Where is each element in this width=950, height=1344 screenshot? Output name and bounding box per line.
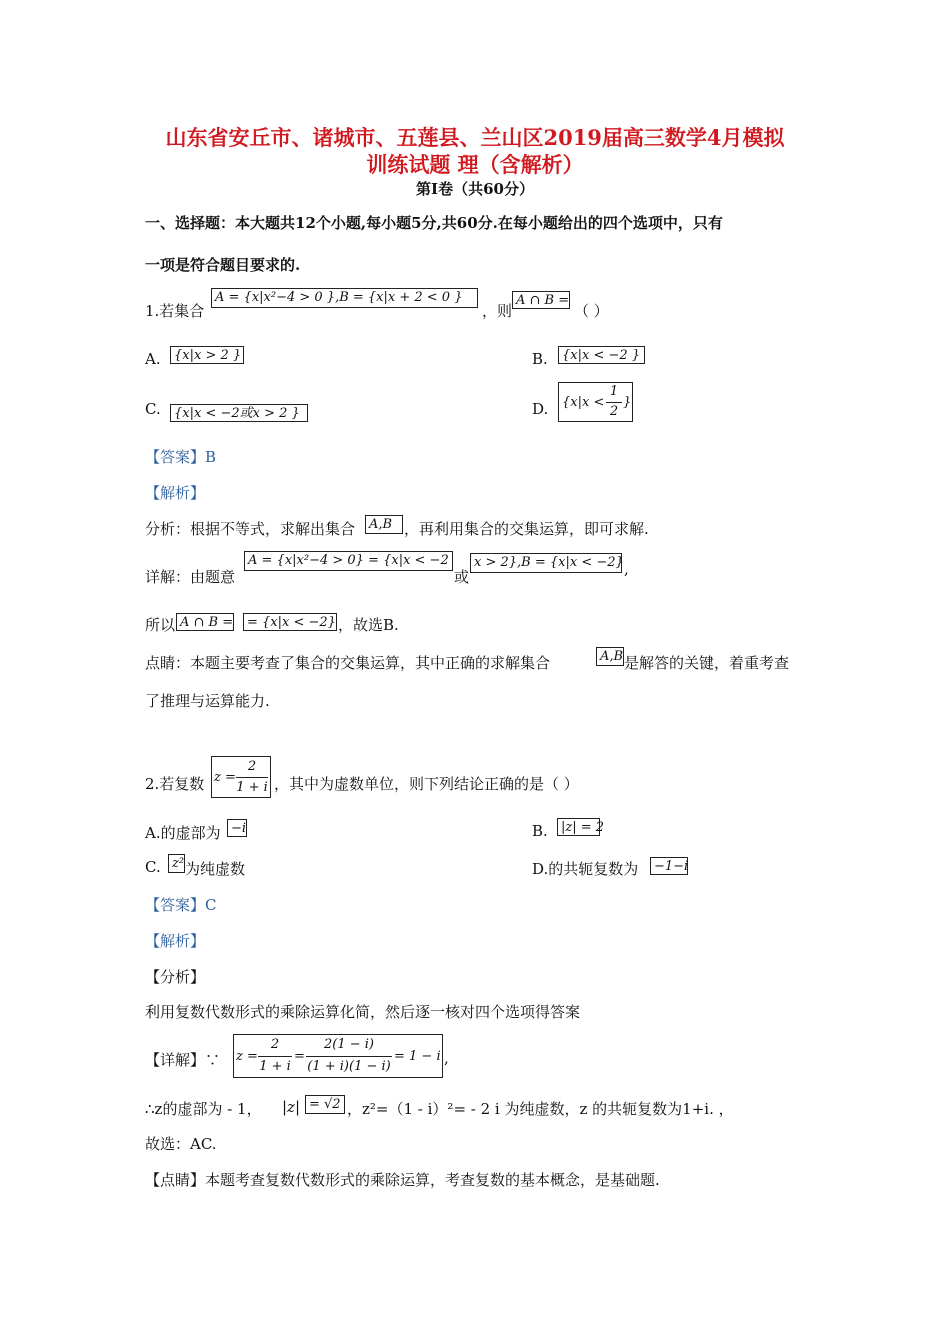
q1-detail-comma: ,	[624, 560, 629, 578]
q1-comment-prefix: 点睛：本题主要考查了集合的交集运算，其中正确的求解集合	[145, 654, 551, 672]
q2-detail-f2-denominator: (1 + i)(1 − i)	[307, 1059, 391, 1074]
instructions-line2: 一项是符合题目要求的.	[145, 256, 301, 274]
q2-answer: 【答案】C	[145, 896, 217, 914]
q2-option-a-formula: −i	[227, 819, 247, 837]
q1-detail-prefix: 详解：由题意	[145, 568, 236, 586]
q1-option-c-formula: {x|x < −2或x > 2 }	[170, 404, 308, 422]
q2-z-denominator: 1 + i	[236, 780, 268, 795]
q2-line-formula: = √2	[305, 1095, 345, 1114]
q2-detail-formula	[233, 1034, 443, 1078]
q1-option-d-left: {x|x <	[562, 395, 605, 410]
q2-line-suffix: ，z²=（1 - i）²= - 2 i 为纯虚数，z 的共轭复数为1+i. ，	[347, 1100, 734, 1118]
q2-stem-prefix: 2.若复数	[145, 775, 205, 793]
q1-set-formula: A = {x|x²−4 > 0 },B = {x|x + 2 < 0 }	[211, 288, 478, 308]
q1-analysis-sets: A,B	[365, 515, 403, 534]
q1-so-prefix: 所以	[145, 616, 176, 634]
q2-detail-comma: ,	[444, 1049, 449, 1067]
q1-detail-formula1: A = {x|x²−4 > 0} = {x|x < −2	[244, 551, 453, 571]
q1-answer: 【答案】B	[145, 448, 217, 466]
instructions-line1: 一、选择题：本大题共12个小题,每小题5分,共60分.在每小题给出的四个选项中，只有	[145, 214, 723, 232]
q2-stem-suffix: ，其中为虚数单位，则下列结论正确的是（ ）	[274, 775, 579, 793]
q2-option-d-text: D.的共轭复数为	[532, 860, 639, 878]
q1-so-formula2: = {x|x < −2}	[243, 613, 337, 631]
q2-detail-equals: =	[294, 1049, 305, 1064]
document-title-line1: 山东省安丘市、诸城市、五莲县、兰山区2019届高三数学4月模拟	[165, 125, 785, 150]
q2-comment: 【点睛】本题考查复数代数形式的乘除运算，考查复数的基本概念，是基础题.	[145, 1171, 660, 1189]
q1-option-d-right: }	[623, 395, 632, 410]
q1-option-d-formula	[558, 382, 633, 422]
q2-z-fraction-bar	[236, 777, 268, 778]
q1-analysis-prefix: 分析：根据不等式，求解出集合	[145, 520, 356, 538]
q1-option-b-label: B.	[532, 350, 548, 368]
q2-option-c-label: C.	[145, 858, 161, 876]
q2-fenxi-tag: 【分析】	[145, 968, 206, 986]
q2-detail-tail: = 1 − i	[394, 1049, 441, 1064]
q1-comment-suffix: 是解答的关键，着重考查	[624, 654, 790, 672]
q1-analysis-tag: 【解析】	[145, 484, 206, 502]
q1-so-suffix: ，故选B.	[338, 616, 399, 634]
q2-option-b-formula: |z| = 2	[557, 818, 600, 836]
q1-stem-prefix: 1.若集合	[145, 302, 205, 320]
q2-option-c-formula: z²	[168, 854, 185, 873]
q1-detail-formula2: x > 2},B = {x|x < −2}	[470, 553, 622, 573]
q2-z-numerator: 2	[247, 759, 257, 774]
q2-option-a-text: A.的虚部为	[145, 824, 221, 842]
q2-detail-prefix: 【详解】∵	[145, 1051, 221, 1069]
q2-detail-f2-numerator: 2(1 − i)	[323, 1037, 374, 1052]
q2-z-left: z =	[214, 770, 236, 785]
q1-intersection-formula: A ∩ B =	[512, 291, 570, 309]
q1-option-c-label: C.	[145, 400, 161, 418]
q1-option-b-formula: {x|x < −2 }	[558, 346, 645, 364]
section-title: 第Ⅰ卷（共60分）	[416, 180, 534, 198]
q2-option-d-formula: −1−i	[650, 857, 688, 875]
q2-detail-f2-bar	[306, 1056, 392, 1057]
q2-option-b-label: B.	[532, 822, 548, 840]
q1-analysis-suffix: ，再利用集合的交集运算，即可求解.	[404, 520, 649, 538]
q1-option-a-label: A.	[145, 350, 161, 368]
q2-analysis-tag: 【解析】	[145, 932, 206, 950]
q1-comment-sets: A,B	[596, 647, 624, 666]
q1-option-d-denominator: 2	[609, 404, 619, 419]
q2-detail-z: z =	[236, 1049, 258, 1064]
q2-detail-f1-denominator: 1 + i	[259, 1059, 291, 1074]
q1-comment-line2: 了推理与运算能力.	[145, 692, 270, 710]
q2-detail-f1-numerator: 2	[270, 1037, 280, 1052]
q1-stem-mid: ，则	[482, 302, 513, 320]
q2-line-abs-z: |z|	[282, 1098, 301, 1116]
q2-z-formula	[211, 756, 271, 798]
q2-line-prefix: ∴z的虚部为 - 1，	[145, 1100, 262, 1118]
q1-option-d-numerator: 1	[609, 384, 619, 399]
q1-option-d-label: D.	[532, 400, 549, 418]
q2-choose: 故选：AC.	[145, 1135, 217, 1153]
q1-stem-suffix: （ ）	[574, 302, 609, 320]
q2-option-c-text: 为纯虚数	[185, 860, 246, 878]
q1-option-a-formula: {x|x > 2 }	[170, 346, 244, 364]
q2-fenxi-text: 利用复数代数形式的乘除运算化简，然后逐一核对四个选项得答案	[145, 1003, 581, 1021]
q1-so-formula1: A ∩ B =	[176, 613, 234, 631]
q1-detail-or: 或	[454, 568, 470, 586]
q2-detail-f1-bar	[258, 1056, 292, 1057]
document-title-line2: 训练试题 理（含解析）	[366, 152, 584, 177]
